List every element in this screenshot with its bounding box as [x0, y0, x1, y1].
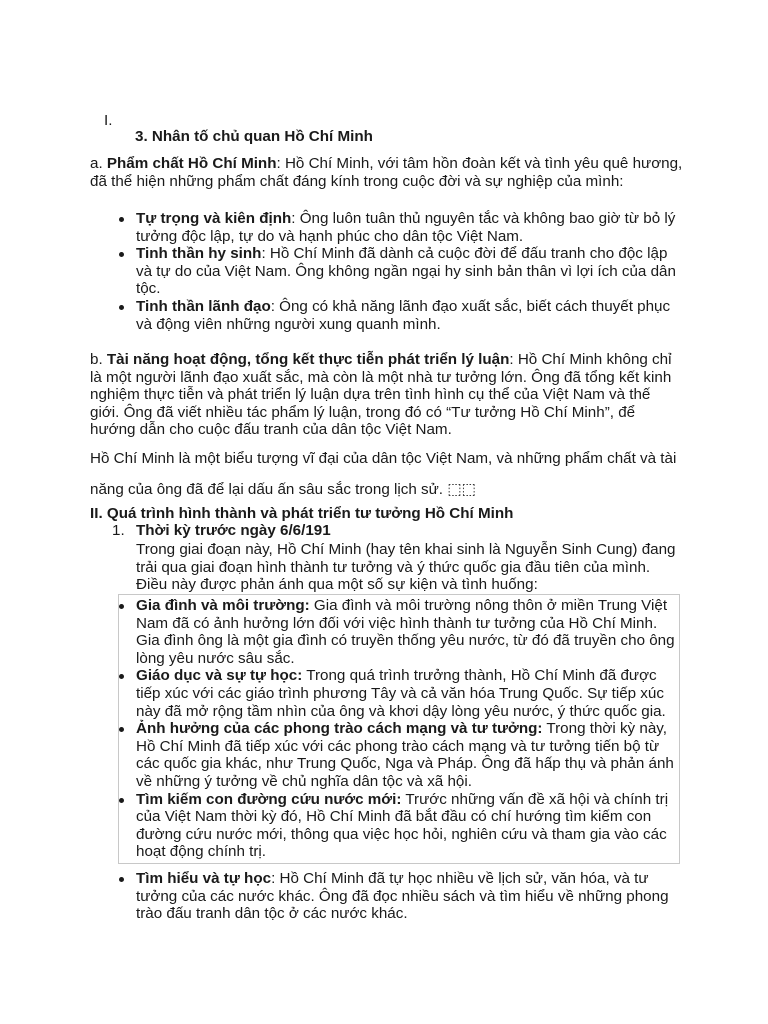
list-item-term: Gia đình và môi trường: — [136, 597, 310, 614]
list-item — [136, 870, 676, 923]
section-3-title: 3. Nhân tố chủ quan Hồ Chí Minh — [135, 128, 373, 145]
list-item-term: Giáo dục và sự tự học: — [136, 667, 303, 685]
paragraph-b-text: : Hồ Chí Minh không chỉ là một người lãnh đạo xuất sắc, mà còn là một nhà tư tưởng lớn. Ông đã tổng kết kinh nghiệm thực tiễn và phát triển lý luận dựa trên tình hình cụ thể của Việt Nam và thế giới. Ông đã viết nhiều tác phẩm lý luận, trong đó có “Tư tưởng Hồ Chí Minh”, để hướng dẫn cho cuộc đấu tranh của dân tộc Việt Nam. — [90, 351, 672, 439]
list-item — [136, 720, 676, 790]
paragraph-b-title: Tài năng hoạt động, tổng kết thực tiễn phát triển lý luận — [106, 351, 510, 368]
list-item-text: Trước những vấn đề xã hội và chính trị của Việt Nam thời kỳ đó, Hồ Chí Minh đã bắt đầu có chí hướng tìm kiếm con đường cứu nước mới, thông qua việc học hỏi, nghiên cứu và tham gia vào các hoạt động chính trị. — [136, 790, 669, 861]
list-item-term: Ảnh hưởng của các phong trào cách mạng và tư tưởng: — [136, 720, 543, 738]
list-item-text: Trong quá trình trưởng thành, Hồ Chí Minh đã được tiếp xúc với các giáo trình phương Tây và cả văn hóa Trung Quốc. Sự tiếp xúc này đã mở rộng tầm nhìn của ông và khơi dậy lòng yêu nước, ý thức quốc gia. — [136, 667, 666, 720]
list-item-text: : Ông luôn tuân thủ nguyên tắc và không bao giờ từ bỏ lý tưởng độc lập, tự do và hạnh phúc cho dân tộc Việt Nam. — [136, 210, 676, 245]
list-item — [136, 791, 676, 861]
list-item — [136, 597, 676, 667]
list-item-term: Tự trọng và kiên định — [136, 210, 292, 227]
list-item-text: : Hồ Chí Minh đã tự học nhiều về lịch sử, văn hóa, và tư tưởng của các nước khác. Ông đã đọc nhiều sách và tìm hiểu về những phong trào đấu tranh dân tộc ở các nước khác. — [136, 869, 669, 923]
list-item-text: Gia đình và môi trường nông thôn ở miền Trung Việt Nam đã có ảnh hưởng lớn đối với việc hình thành tư tưởng của Hồ Chí Minh. Gia đình ông là một gia đình có truyền thống yêu nước, từ đó đã truyền cho ông lòng yêu nước sâu sắc. — [136, 597, 675, 667]
paragraph-b-prefix: b. — [90, 351, 107, 368]
list-item-term: Tinh thần lãnh đạo — [136, 297, 271, 315]
list-item-term: Tìm hiểu và tự học — [136, 869, 272, 887]
list-item-term: Tìm kiếm con đường cứu nước mới: — [136, 790, 402, 808]
paragraph-a-title: Phẩm chất Hồ Chí Minh — [106, 155, 277, 172]
paragraph-a-text: : Hồ Chí Minh, với tâm hồn đoàn kết và tình yêu quê hương, đã thể hiện những phẩm chất đáng kính trong cuộc đời và sự nghiệp của mình: — [90, 155, 683, 190]
list-item-text: Trong thời kỳ này, Hồ Chí Minh đã tiếp xúc với các phong trào cách mạng và tư tưởng tiến bộ từ các quốc gia khác, như Trung Quốc, Nga và Pháp. Ông đã hấp thụ và phản ánh về những ý tưởng về chủ nghĩa dân tộc và xã hội. — [136, 720, 674, 790]
qualities-list — [136, 210, 676, 333]
period-text: Trong giai đoạn này, Hồ Chí Minh (hay tên khai sinh là Nguyễn Sinh Cung) đang trải qua giai đoạn hình thành tư tưởng và ý thức quốc gia đầu tiên của mình. Điều này được phản ánh qua một số sự kiện và tình huống: — [136, 541, 676, 594]
list-item — [136, 667, 676, 720]
list-item-text: : Hồ Chí Minh đã dành cả cuộc đời để đấu tranh cho độc lập và tự do của Việt Nam. Ông không ngần ngại hy sinh bản thân vì lợi ích của dân tộc. — [136, 245, 676, 298]
list-item-term: Tinh thần hy sinh — [136, 245, 262, 263]
paragraph-a-prefix: a. — [90, 155, 107, 172]
list-item-text: : Ông có khả năng lãnh đạo xuất sắc, biết cách thuyết phục và động viên những người xung quanh mình. — [136, 297, 671, 333]
list-item — [136, 298, 676, 333]
list-item — [136, 245, 676, 298]
period-number: 1. — [112, 522, 125, 539]
period-title: Thời kỳ trước ngày 6/6/191 — [136, 522, 331, 539]
paragraph-b — [90, 351, 680, 439]
formation-list — [136, 597, 676, 923]
list-item — [136, 210, 676, 245]
summary-line-2: năng của ông đã để lại dấu ấn sâu sắc trong lịch sử. ⬚⬚ — [90, 481, 476, 498]
section-2-title: II. Quá trình hình thành và phát triển tư tưởng Hồ Chí Minh — [90, 505, 514, 522]
summary-line-1: Hồ Chí Minh là một biểu tượng vĩ đại của dân tộc Việt Nam, và những phẩm chất và tài — [90, 450, 677, 467]
paragraph-a — [90, 155, 690, 190]
roman-numeral-one: I. — [104, 112, 113, 129]
